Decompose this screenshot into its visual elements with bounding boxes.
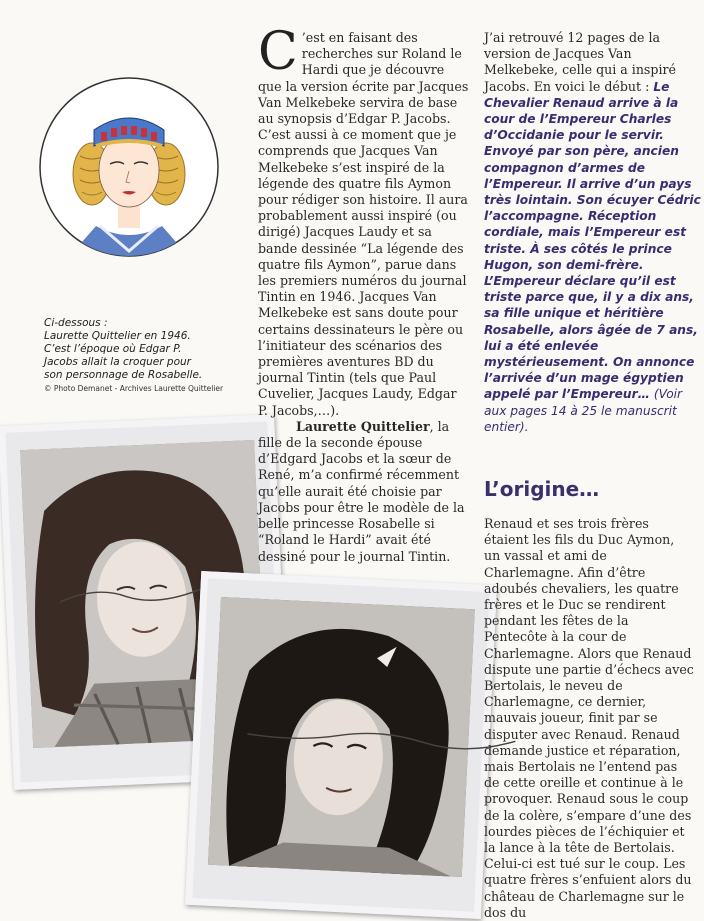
caption-line-5: son personnage de Rosabelle. — [44, 369, 203, 381]
section-heading: L’origine… — [484, 477, 600, 501]
caption-line-2: Laurette Quittelier en 1946. — [44, 330, 191, 342]
origin-column — [484, 516, 694, 921]
middle-column — [258, 22, 470, 565]
caption-line-1: Ci-dessous : — [44, 317, 108, 329]
laurette-name: Laurette Quittelier — [296, 418, 430, 434]
portrait-photo-2 — [185, 571, 497, 919]
manuscript-excerpt: Le Chevalier Renaud arrive à la cour de l’Empereur Charles d’Occidanie pour le servir. Envoyé par son père, ancien compagnon d’armes de l’Empereur. Il arrive d’un pays très lointain. Son écuyer Cédric l’accompagne. Réception cordiale, mais l’Empereur est triste. À ses côtés le prince Hugon, son demi-frère. L’Empereur déclare qu’il est triste parce que, il y a dix ans, sa fille unique et héritière Rosabelle, alors âgée de 7 ans, lui a été enlevée mystérieusement. On annonce l’arrivée d’un mage égyptien appelé par l’Empereur… — [484, 79, 701, 402]
paragraph-2 — [258, 419, 470, 565]
paragraph-1-text: ’est en faisant des recherches sur Roland le Hardi que je découvre que la version écrite par Jacques Van Melkebeke servira de base au synopsis d’Edgar P. Jacobs. C’est aussi à ce moment que je comprends que Jacques Van Melkebeke s’est inspiré de la légende des quatre fils Aymon pour rédiger son histoire. Il aura probablement aussi inspiré (ou dirigé) Jacques Laudy et sa bande dessinée “La légende des quatre fils Aymon”, parue dans les premiers numéros du journal Tintin en 1946. Jacques Van Melkebeke est sans doute pour certains dessinateurs le père ou l’initiateur des scénarios des premières aventures BD du journal Tintin (tels que Paul Cuvelier, Jacques Laudy, Edgar P. Jacobs,…). — [258, 30, 469, 418]
right-intro — [484, 30, 704, 435]
caption-line-4: Jacobs allait la croquer pour — [44, 356, 191, 368]
right-column — [484, 30, 704, 435]
right-intro-text: J’ai retrouvé 12 pages de la version de Jacques Van Melkebeke, celle qui a inspiré Jacobs. En voici le début : — [484, 30, 676, 94]
photo-credit: © Photo Demanet - Archives Laurette Quittelier — [44, 384, 224, 393]
photo-caption — [44, 317, 244, 394]
paragraph-2-text: , la fille de la seconde épouse d’Edgard Jacobs et la sœur de René, m’a confirmé récemment qu’elle aurait été choisie par Jacobs pour être le modèle de la belle princesse Rosabelle si “Roland le Hardi” avait été dessiné pour le journal Tintin. — [258, 418, 465, 564]
caption-line-3: C’est l’époque où Edgar P. — [44, 343, 182, 355]
origin-text: Renaud et ses trois frères étaient les fils du Duc Aymon, un vassal et ami de Charlemagne. Afin d’être adoubés chevaliers, les quatre frères et le Duc se rendirent pendant les fêtes de la Pentecôte à la cour de Charlemagne. Alors que Renaud dispute une partie d’échecs avec Bertolais, le neveu de Charlemagne, ce dernier, mauvais joueur, finit par se disputer avec Renaud. Renaud demande justice et réparation, mais Bertolais ne l’entend pas de cette oreille et continue à le provoquer. Renaud sous le coup de la colère, s’empare d’une des lourdes pièces de l’échiquier et la lance à la tête de Bertolais. Celui-ci est tué sur le coup. Les quatre frères s’enfuient alors du château de Charlemagne sur le dos du — [484, 516, 694, 920]
drop-cap: C — [258, 22, 298, 82]
paragraph-1 — [258, 22, 470, 419]
manuscript-note: (Voir aux pages 14 à 25 le manuscrit entier). — [484, 387, 683, 434]
rosabelle-drawing — [38, 76, 220, 258]
